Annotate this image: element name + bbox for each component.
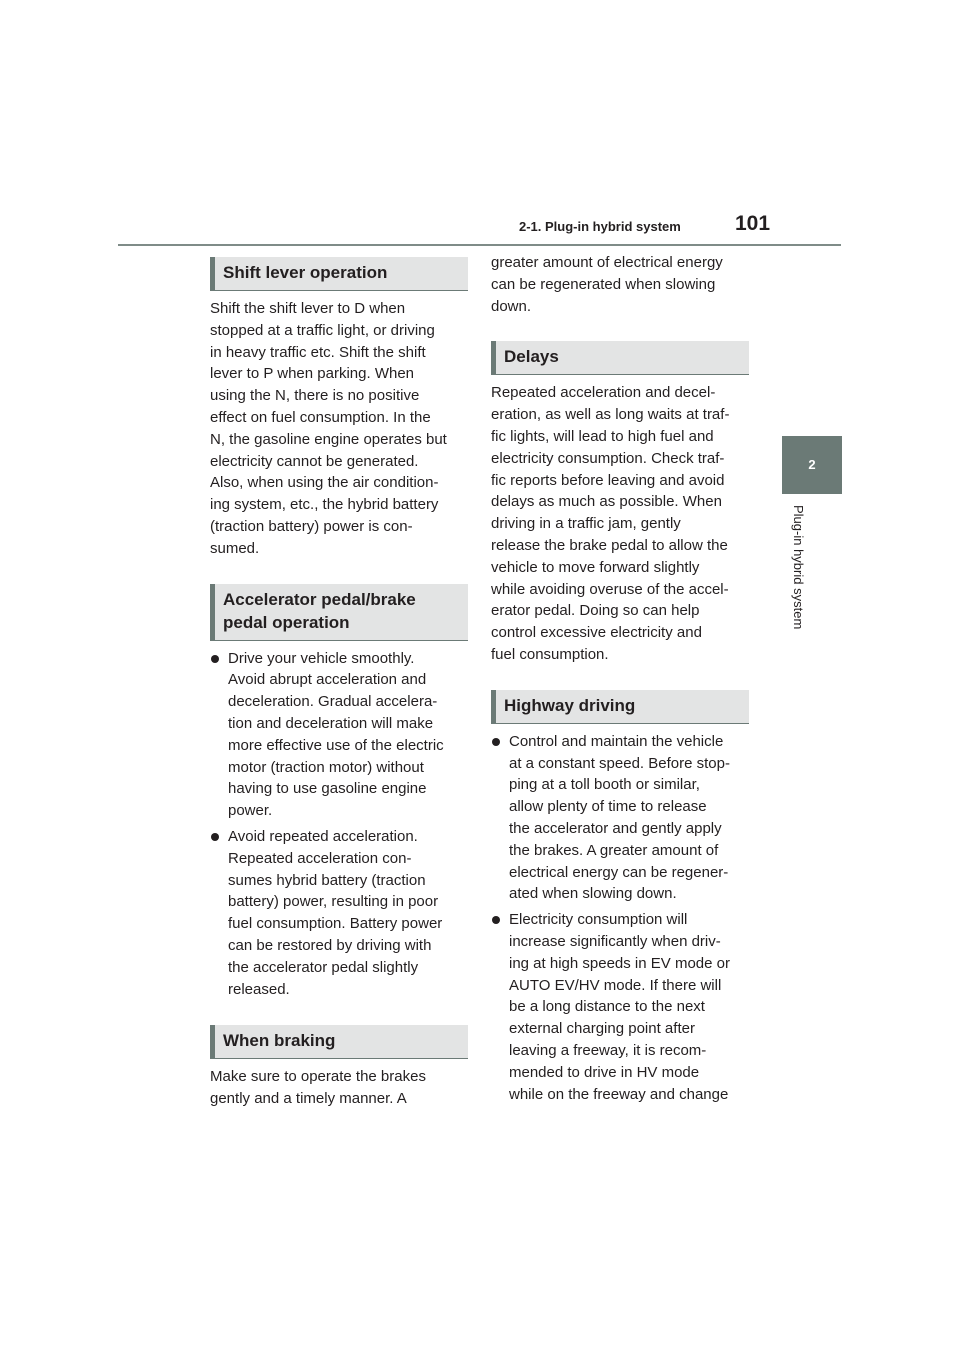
header-divider <box>118 244 841 246</box>
text-line: down. <box>491 297 532 315</box>
text-line: motor (traction motor) without <box>228 758 424 776</box>
text-line: allow plenty of time to release <box>509 798 707 816</box>
text-line: Shift the shift lever to D when <box>210 300 406 317</box>
text-line: external charging point after <box>509 1020 695 1038</box>
delays-text <box>491 382 749 665</box>
text-line: can be regenerated when slowing <box>491 275 716 293</box>
text-line: gently and a timely manner. A <box>210 1090 407 1108</box>
text-line: effect on fuel consumption. In the <box>210 408 431 426</box>
text-line: Control and maintain the vehicle <box>509 732 724 750</box>
highway-bullets <box>491 731 749 1106</box>
heading-delays: Delays <box>491 341 749 375</box>
shift-lever-text <box>210 298 468 560</box>
text-line: Avoid repeated acceleration. <box>228 827 418 845</box>
text-line: Avoid abrupt acceleration and <box>228 671 427 689</box>
text-line: ated when slowing down. <box>509 885 677 903</box>
braking-continued-text <box>491 252 749 317</box>
text-line: Electricity consumption will <box>509 911 688 929</box>
text-line: the accelerator pedal slightly <box>228 958 419 976</box>
heading-pedal-operation <box>210 584 468 641</box>
text-line: fic reports before leaving and avoid <box>491 471 725 489</box>
text-line: more effective use of the electric <box>228 736 444 754</box>
text-line: tion and deceleration will make <box>228 714 434 732</box>
heading-shift-lever: Shift lever operation <box>210 257 468 291</box>
list-item <box>491 731 749 905</box>
chapter-tab[interactable] <box>782 436 842 494</box>
bullet-icon <box>211 655 219 663</box>
section-title: 2-1. Plug-in hybrid system <box>519 219 681 234</box>
list-item <box>210 826 468 1000</box>
heading-highway-driving: Highway driving <box>491 690 749 724</box>
text-line: vehicle to move forward slightly <box>491 558 700 576</box>
text-line: electrical energy can be regener- <box>509 863 729 881</box>
text-line: deceleration. Gradual accelera- <box>228 693 438 711</box>
text-line: mended to drive in HV mode <box>509 1063 700 1081</box>
list-item <box>491 909 749 1105</box>
pedal-bullets <box>210 648 468 1001</box>
text-line: (traction battery) power is con- <box>210 517 413 535</box>
text-line: Repeated acceleration con- <box>228 849 412 867</box>
heading-line: pedal operation <box>223 612 350 632</box>
text-line: electricity consumption. Check traf- <box>491 449 725 467</box>
text-line: eration, as well as long waits at traf- <box>491 406 730 424</box>
text-line: the accelerator and gently apply <box>509 819 722 837</box>
list-item <box>210 648 468 822</box>
text-line: Make sure to operate the brakes <box>210 1068 426 1086</box>
left-column <box>210 257 468 1110</box>
text-line: leaving a freeway, it is recom- <box>509 1041 707 1059</box>
text-line: greater amount of electrical energy <box>491 254 723 271</box>
text-line: be a long distance to the next <box>509 998 705 1016</box>
chapter-number: 2 <box>808 457 816 472</box>
text-line: ing at high speeds in EV mode or <box>509 954 730 972</box>
text-line: Drive your vehicle smoothly. <box>228 649 415 667</box>
text-line: while avoiding overuse of the accel- <box>491 580 729 598</box>
text-line: fuel consumption. Battery power <box>228 915 443 933</box>
text-line: delays as much as possible. When <box>491 493 722 511</box>
heading-when-braking: When braking <box>210 1025 468 1059</box>
text-line: ing system, etc., the hybrid battery <box>210 496 439 514</box>
text-line: Repeated acceleration and decel- <box>491 384 716 402</box>
text-line: lever to P when parking. When <box>210 365 415 383</box>
text-line: at a constant speed. Before stop- <box>509 754 730 772</box>
text-line: Also, when using the air condition- <box>210 474 439 492</box>
text-line: fuel consumption. <box>491 645 609 663</box>
text-line: AUTO EV/HV mode. If there will <box>509 976 722 994</box>
text-line: power. <box>228 802 273 820</box>
text-line: driving in a traffic jam, gently <box>491 515 681 533</box>
text-line: using the N, there is no positive <box>210 387 420 405</box>
text-line: can be restored by driving with <box>228 936 432 954</box>
heading-line: Accelerator pedal/brake <box>223 589 416 609</box>
text-line: in heavy traffic etc. Shift the shift <box>210 343 426 361</box>
text-line: electricity cannot be generated. <box>210 452 419 470</box>
text-line: N, the gasoline engine operates but <box>210 430 447 448</box>
bullet-icon <box>492 738 500 746</box>
text-line: battery) power, resulting in poor <box>228 893 439 911</box>
chapter-label: Plug-in hybrid system <box>791 505 806 630</box>
text-line: sumes hybrid battery (traction <box>228 871 426 889</box>
text-line: release the brake pedal to allow the <box>491 536 728 554</box>
text-line: released. <box>228 980 290 998</box>
text-line: having to use gasoline engine <box>228 780 427 798</box>
text-line: erator pedal. Doing so can help <box>491 602 700 620</box>
text-line: the brakes. A greater amount of <box>509 841 719 859</box>
text-line: ping at a toll booth or similar, <box>509 776 700 794</box>
text-line: stopped at a traffic light, or driving <box>210 321 435 339</box>
text-line: sumed. <box>210 539 260 557</box>
text-line: fic lights, will lead to high fuel and <box>491 427 714 445</box>
bullet-icon <box>211 833 219 841</box>
text-line: control excessive electricity and <box>491 624 702 642</box>
bullet-icon <box>492 916 500 924</box>
text-line: increase significantly when driv- <box>509 932 721 950</box>
text-line: while on the freeway and change <box>509 1085 729 1103</box>
page-number: 101 <box>735 212 771 235</box>
right-column <box>491 252 749 1105</box>
braking-text <box>210 1066 468 1110</box>
